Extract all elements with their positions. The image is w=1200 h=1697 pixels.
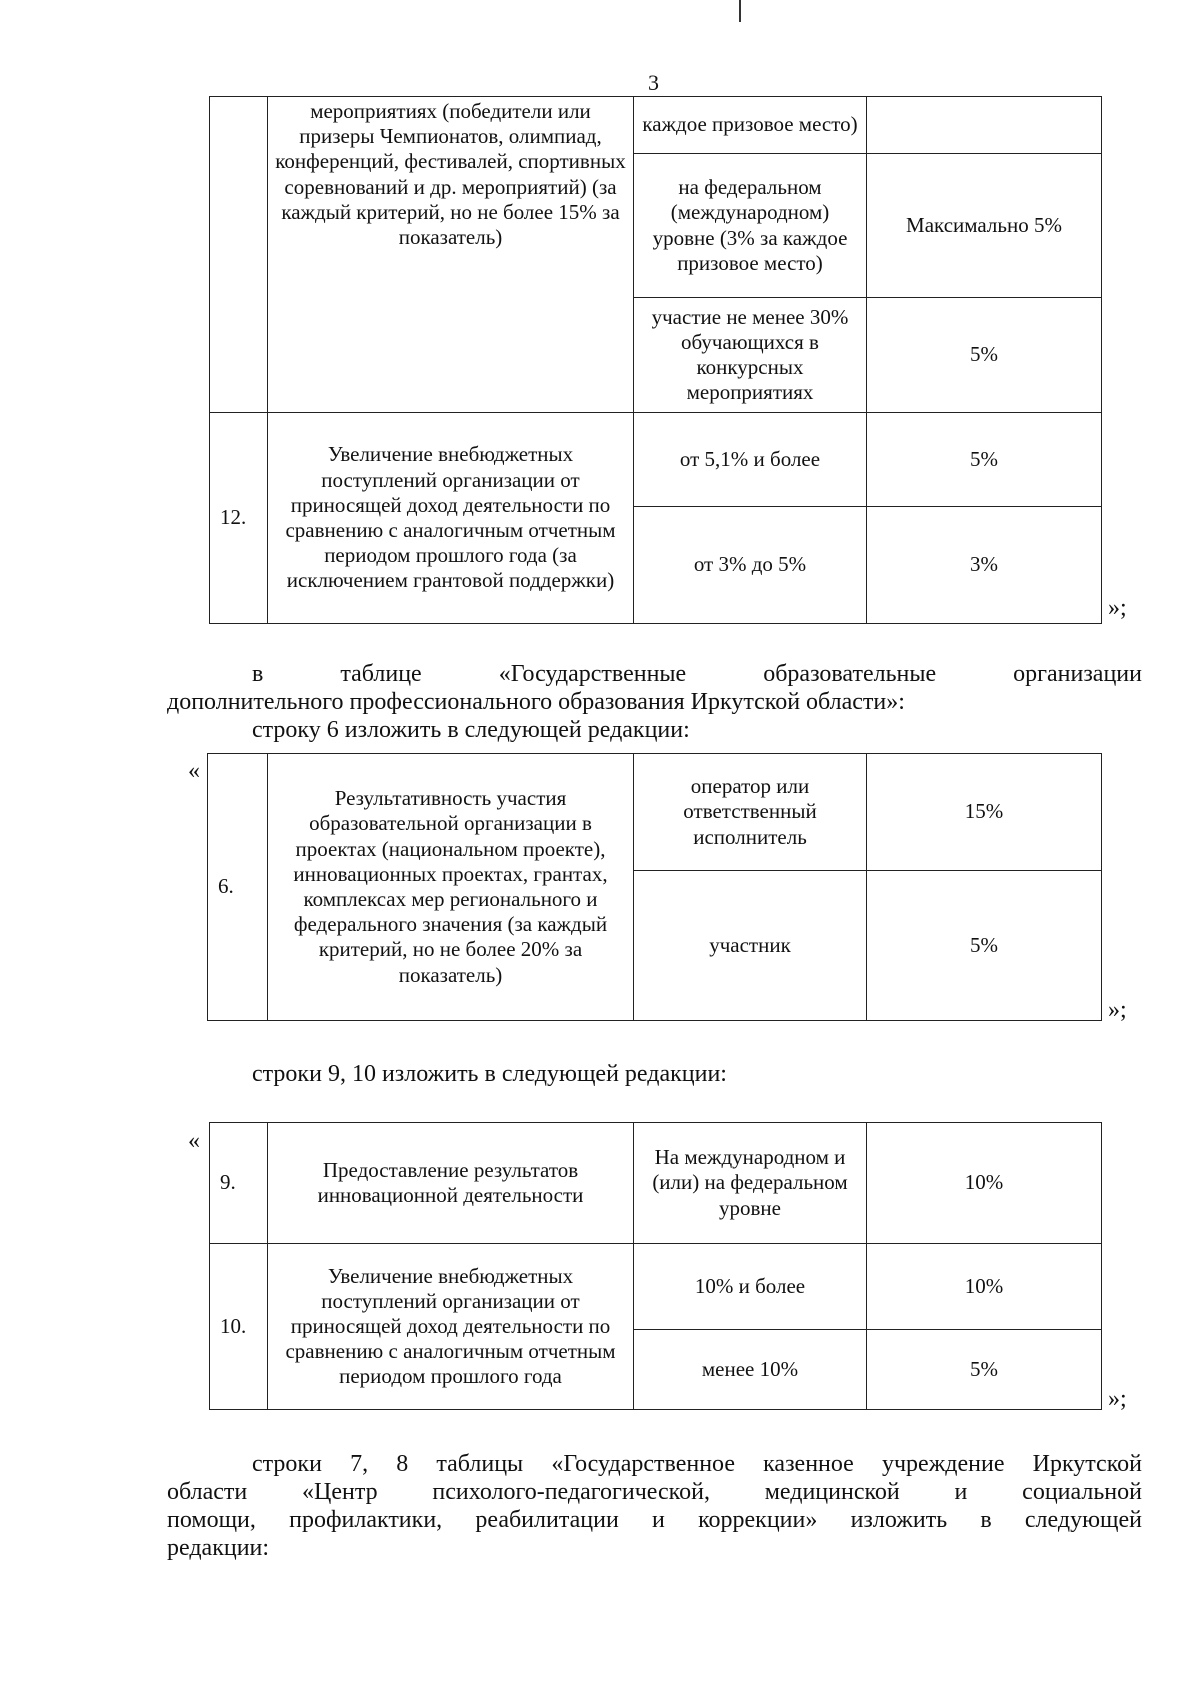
criteria-table-continued [209, 96, 1102, 624]
opening-quote: « [188, 1128, 200, 1154]
level-cell: от 3% до 5% [634, 507, 867, 624]
page-number: 3 [648, 70, 659, 95]
row-number-empty [210, 97, 268, 413]
value-cell: 5% [867, 1330, 1102, 1410]
value-cell: 3% [867, 507, 1102, 624]
opening-quote: « [188, 758, 200, 784]
closing-quote: »; [1108, 595, 1127, 621]
criterion-cell: Увеличение внебюджетных поступлений организации от приносящей доход деятельности по сравнению с аналогичным отчетным периодом прошлого года (за исключением грантовой поддержки) [268, 413, 634, 624]
criterion-cell: мероприятиях (победители или призеры Чемпионатов, олимпиад, конференций, фестивалей, спортивных соревнований и др. мероприятий) (за каждый критерий, но не более 15% за показатель) [268, 97, 634, 413]
value-cell: 10% [867, 1244, 1102, 1330]
level-cell: менее 10% [634, 1330, 867, 1410]
paragraph-line: в таблице «Государственные образовательные организации [252, 661, 1142, 687]
level-cell: оператор или ответственный исполнитель [634, 754, 867, 871]
scan-mark [739, 0, 741, 22]
row-number: 6. [208, 754, 268, 1021]
paragraph-line: редакции: [167, 1535, 270, 1561]
paragraph-line: дополнительного профессионального образования Иркутской области»: [167, 689, 905, 715]
level-cell: участие не менее 30% обучающихся в конкурсных мероприятиях [634, 298, 867, 413]
value-cell-empty [867, 97, 1102, 154]
value-cell: 5% [867, 298, 1102, 413]
criterion-cell: Результативность участия образовательной организации в проектах (национальном проекте), инновационных проектах, грантах, комплексах мер регионального и федерального значения (за каждый критерий, но не более 20% за показатель) [268, 754, 634, 1021]
value-cell: 10% [867, 1123, 1102, 1244]
value-cell: Максимально 5% [867, 154, 1102, 298]
paragraph-line: области «Центр психолого-педагогической, медицинской и социальной [167, 1479, 1142, 1505]
criterion-cell: Предоставление результатов инновационной деятельности [268, 1123, 634, 1244]
rows-9-10-table [209, 1122, 1102, 1410]
row6-table [207, 753, 1102, 1021]
row-number: 9. [210, 1123, 268, 1244]
paragraph-line: строку 6 изложить в следующей редакции: [252, 717, 690, 743]
instruction-paragraph [167, 1450, 1142, 1562]
level-cell: участник [634, 871, 867, 1021]
closing-quote: »; [1108, 1386, 1127, 1412]
value-cell: 15% [867, 754, 1102, 871]
value-cell: 5% [867, 871, 1102, 1021]
closing-quote: »; [1108, 997, 1127, 1023]
level-cell: на федеральном (международном) уровне (3% за каждое призовое место) [634, 154, 867, 298]
level-cell: 10% и более [634, 1244, 867, 1330]
level-cell: На международном и (или) на федеральном уровне [634, 1123, 867, 1244]
row-number: 12. [210, 413, 268, 624]
instruction-paragraph: строки 9, 10 изложить в следующей редакции: [252, 1061, 727, 1087]
paragraph-line: строки 7, 8 таблицы «Государственное казенное учреждение Иркутской [252, 1451, 1142, 1477]
value-cell: 5% [867, 413, 1102, 507]
row-number: 10. [210, 1244, 268, 1410]
level-cell: каждое призовое место) [634, 97, 867, 154]
criterion-cell: Увеличение внебюджетных поступлений организации от приносящей доход деятельности по сравнению с аналогичным отчетным периодом прошлого года [268, 1244, 634, 1410]
instruction-paragraph [167, 660, 1142, 744]
level-cell: от 5,1% и более [634, 413, 867, 507]
paragraph-line: помощи, профилактики, реабилитации и коррекции» изложить в следующей [167, 1507, 1142, 1533]
